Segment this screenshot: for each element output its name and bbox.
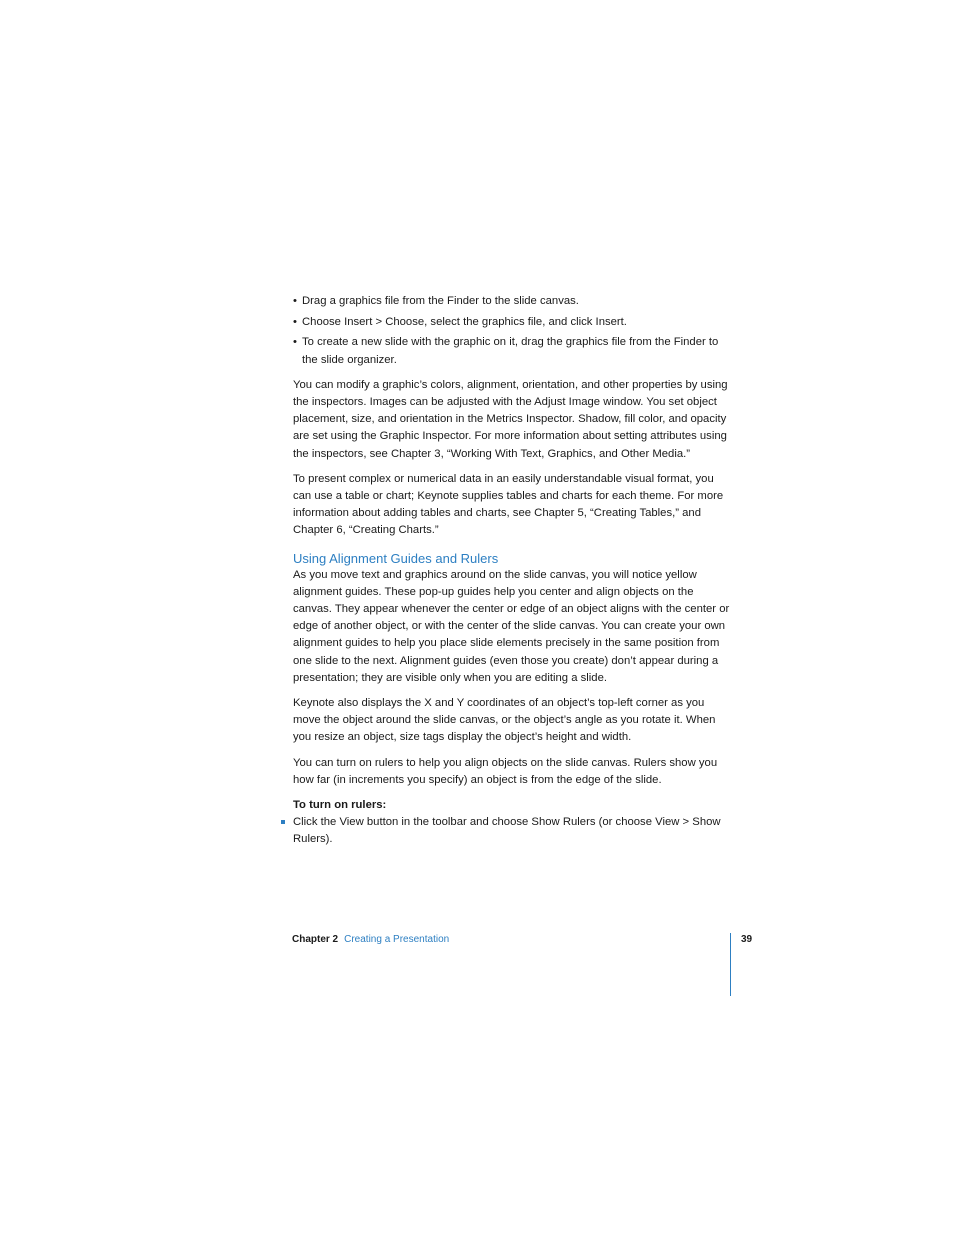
bullet-dot: •: [293, 295, 297, 307]
footer-chapter-label: Chapter 2: [292, 934, 339, 945]
section-heading: Using Alignment Guides and Rulers: [293, 550, 499, 566]
page-number: 39: [741, 934, 753, 945]
body-paragraph: To present complex or numerical data in an easily understandable visual format, you can use a table or chart; Keynote supplies tables and charts for each theme. For more information about adding tables and charts, see Chapter 5, “Creating Tables,” and Chapter 6, “Creating Charts.”: [293, 472, 724, 537]
page-footer: [292, 933, 753, 947]
task-step: [293, 814, 733, 848]
bullet-item: [293, 334, 733, 368]
body-paragraph: As you move text and graphics around on the slide canvas, you will notice yellow alignment guides. These pop-up guides help you center and align objects on the canvas. They appear whenever the center or edge of an object aligns with the center or edge of another object, or with the center of the slide canvas. You can create your own alignment guides to help you place slide elements precisely in the same position from one slide to the next. Alignment guides (even those you create) don’t appear during a presentation; they are visible only when you are editing a slide.: [293, 568, 730, 684]
body-paragraph: Keynote also displays the X and Y coordinates of an object’s top-left corner as you move the object around the slide canvas, or the object’s angle as you rotate it. When you resize an object, size tags display the object’s height and width.: [293, 697, 716, 744]
bullet-item: [293, 314, 733, 331]
bullet-text: To create a new slide with the graphic on it, drag the graphics file from the Finder to the slide organizer.: [302, 336, 719, 366]
bullet-list: [293, 293, 733, 369]
body-paragraph: You can modify a graphic’s colors, alignment, orientation, and other properties by using the inspectors. Images can be adjusted with the Adjust Image window. You set object placement, size, and orientation in the Metrics Inspector. Shadow, fill color, and opacity are set using the Graphic Inspector. For more information about setting attributes using the inspectors, see Chapter 3, “Working With Text, Graphics, and Other Media.”: [293, 378, 728, 460]
body-paragraph: You can turn on rulers to help you align objects on the slide canvas. Rulers show you how far (in increments you specify) an object is from the edge of the slide.: [293, 756, 718, 786]
task-step-text: Click the View button in the toolbar and choose Show Rulers (or choose View > Show Rulers).: [293, 816, 721, 846]
footer-divider: [730, 933, 731, 996]
task-heading: To turn on rulers:: [293, 799, 387, 812]
bullet-text: Choose Insert > Choose, select the graphics file, and click Insert.: [302, 315, 627, 328]
bullet-dot: •: [293, 336, 297, 349]
bullet-text: Drag a graphics file from the Finder to the slide canvas.: [302, 295, 579, 307]
bullet-item: [293, 293, 733, 310]
bullet-dot: •: [293, 315, 297, 328]
square-bullet-icon: [281, 820, 285, 824]
page-body: [293, 293, 733, 849]
footer-chapter-title: Creating a Presentation: [344, 934, 450, 945]
